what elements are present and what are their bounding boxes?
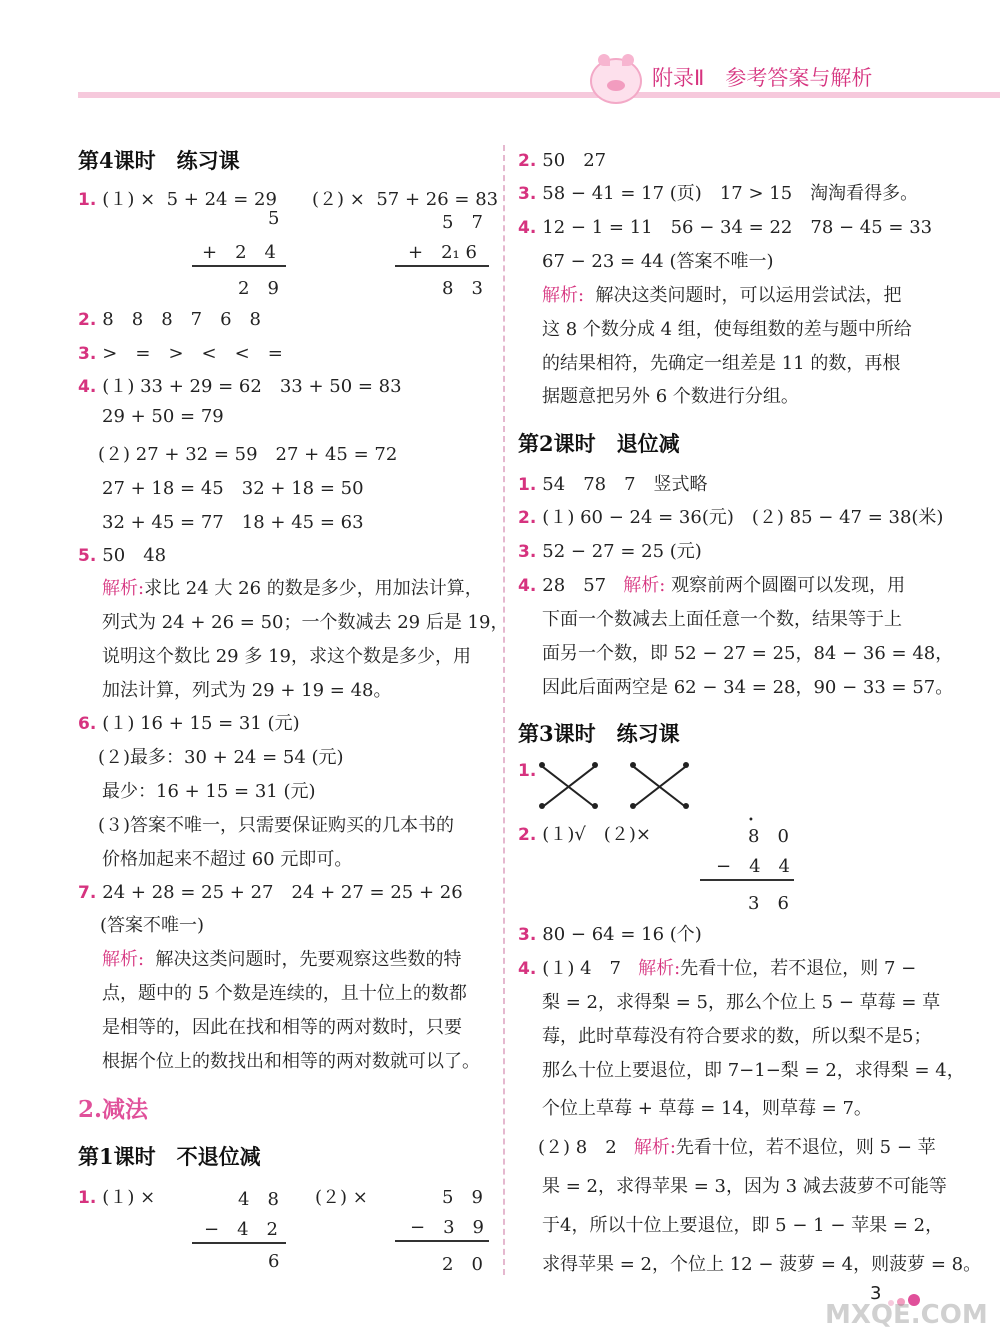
t4-part2-line4: 求得苹果 = 2，个位上 12 − 菠萝 = 4，则菠萝 = 8。 bbox=[542, 1254, 982, 1275]
lesson3-title: 第3课时 练习课 bbox=[518, 721, 680, 746]
q5-analysis2: 列式为 24 + 26 = 50；一个数减去 29 后是 19， bbox=[102, 612, 509, 633]
s4-line1: 4. 28 57 解析: 观察前两个圆圈可以发现，用 bbox=[518, 575, 906, 596]
vcalc5-row3: 3 6 bbox=[748, 893, 789, 914]
q4-line2: 29 + 50 = 79 bbox=[102, 406, 224, 427]
q5-analysis3: 说明这个数比 29 多 19，求这个数是多少，用 bbox=[102, 646, 471, 667]
vcalc2-row2: + 2₁ 6 bbox=[408, 242, 477, 263]
q1-part2: (２) × 57 + 26 = 83 bbox=[312, 189, 499, 210]
vcalc3-row1: 4 8 bbox=[238, 1189, 279, 1210]
q6-line2: (２)最多：30 + 24 = 54 (元) bbox=[98, 747, 344, 768]
t4-part2-line3: 于4，所以十位上要退位，即 5 − 1 − 苹果 = 2， bbox=[542, 1215, 944, 1236]
q6-line5: 价格加起来不超过 60 元即可。 bbox=[102, 849, 353, 870]
r4-analysis4: 据题意把另外 6 个数进行分组。 bbox=[542, 386, 799, 407]
pig-mascot-icon bbox=[590, 58, 642, 104]
vcalc2-rule bbox=[395, 265, 489, 267]
q3-line: 3. > = > < < = bbox=[78, 343, 283, 364]
s4-analysis2: 下面一个数减去上面任意一个数，结果等于上 bbox=[542, 609, 902, 630]
watermark: MXQE.COM bbox=[825, 1300, 988, 1330]
q2-line: 2. 8 8 8 7 6 8 bbox=[78, 309, 262, 330]
header-title: 附录Ⅱ 参考答案与解析 bbox=[652, 66, 873, 90]
s4-analysis4: 因此后面两空是 62 − 34 = 28，90 − 33 = 57。 bbox=[542, 677, 954, 698]
q4-line4: 27 + 18 = 45 32 + 18 = 50 bbox=[102, 478, 364, 499]
q6-line4: (３)答案不唯一，只需要保证购买的几本书的 bbox=[98, 815, 455, 836]
t1-line: 1. bbox=[518, 761, 537, 781]
q7-line2: (答案不唯一) bbox=[100, 915, 205, 936]
q8-line: 1. (１) × bbox=[78, 1187, 156, 1208]
q4-line5: 32 + 45 = 77 18 + 45 = 63 bbox=[102, 512, 364, 533]
r2-line: 2. 50 27 bbox=[518, 150, 607, 171]
t4-analysis3: 莓，此时草莓没有符合要求的数，所以梨不是5； bbox=[542, 1026, 932, 1047]
s3-line: 3. 52 − 27 = 25 (元) bbox=[518, 541, 702, 562]
r4-analysis2: 这 8 个数分成 4 组，使每组数的差与题中所给 bbox=[542, 319, 912, 340]
vcalc4-row2: − 3 9 bbox=[410, 1217, 484, 1238]
q1-line: 1. (１) × 5 + 24 = 29 bbox=[78, 189, 277, 210]
t4-analysis4: 那么十位上要退位，即 7−1−梨 = 2，求得梨 = 4， bbox=[542, 1060, 965, 1081]
t4-analysis2: 梨 = 2，求得梨 = 5，那么个位上 5 − 草莓 = 草 bbox=[542, 992, 941, 1013]
t4-part2-line1: (２) 8 2 解析:先看十位，若不退位，则 5 − 苹 bbox=[538, 1137, 936, 1158]
q7-analysis4: 根据个位上的数找出和相等的两对数就可以了。 bbox=[102, 1051, 480, 1072]
section2-title: 2.减法 bbox=[78, 1096, 149, 1123]
q7-analysis2: 点，题中的 5 个数是连续的，且十位上的数都 bbox=[102, 983, 467, 1004]
r4-analysis3: 的结果相符，先确定一组差是 11 的数，再根 bbox=[542, 353, 901, 374]
vcalc1-row1: 5 bbox=[268, 208, 280, 229]
lesson2-title: 第2课时 退位减 bbox=[518, 431, 680, 456]
vcalc4-rule bbox=[395, 1240, 489, 1242]
t4-analysis5: 个位上草莓 + 草莓 = 14，则草莓 = 7。 bbox=[542, 1098, 872, 1119]
q8-part2: (２) × bbox=[315, 1187, 368, 1208]
page-number: 3 bbox=[870, 1283, 882, 1304]
s2-line: 2. (１) 60 − 24 = 36(元) (２) 85 − 47 = 38(米) bbox=[518, 507, 944, 528]
q5-analysis1: 解析:求比 24 大 26 的数是多少，用加法计算， bbox=[102, 578, 483, 599]
vcalc1-row3: 2 9 bbox=[238, 278, 279, 299]
q6-line1: 6. (１) 16 + 15 = 31 (元) bbox=[78, 713, 300, 734]
vcalc3-row2: − 4 2 bbox=[204, 1219, 278, 1240]
vcalc4-row1: 5 9 bbox=[442, 1187, 483, 1208]
q5-line: 5. 50 48 bbox=[78, 545, 167, 566]
q4-line1: 4. (１) 33 + 29 = 62 33 + 50 = 83 bbox=[78, 376, 402, 397]
r4-line1: 4. 12 − 1 = 11 56 − 34 = 22 78 − 45 = 33 bbox=[518, 217, 933, 238]
s4-analysis3: 面另一个数，即 52 − 27 = 25，84 − 36 = 48， bbox=[542, 643, 954, 664]
t2-line: 2. (１)√ (２)× bbox=[518, 824, 651, 845]
vcalc4-row3: 2 0 bbox=[442, 1254, 483, 1275]
borrow-dot-icon: • bbox=[748, 815, 754, 826]
t4-line1: 4. (１) 4 7 解析:先看十位，若不退位，则 7 − bbox=[518, 958, 917, 979]
vcalc5-row1: 8 0 bbox=[748, 826, 789, 847]
lesson4-title: 第4课时 练习课 bbox=[78, 148, 240, 173]
vcalc3-rule bbox=[192, 1242, 286, 1244]
q6-line3: 最少：16 + 15 = 31 (元) bbox=[102, 781, 316, 802]
vcalc1-rule bbox=[192, 265, 286, 267]
q4-line3: (２) 27 + 32 = 59 27 + 45 = 72 bbox=[98, 444, 398, 465]
r4-analysis1: 解析: 解决这类问题时，可以运用尝试法，把 bbox=[542, 285, 902, 306]
vcalc1-row2: + 2 4 bbox=[202, 242, 276, 263]
vcalc2-row3: 8 3 bbox=[442, 278, 483, 299]
s1-line: 1. 54 78 7 竖式略 bbox=[518, 474, 708, 495]
t3-line: 3. 80 − 64 = 16 (个) bbox=[518, 924, 702, 945]
r4-line2: 67 − 23 = 44 (答案不唯一) bbox=[542, 251, 774, 272]
q5-analysis4: 加法计算，列式为 29 + 19 = 48。 bbox=[102, 680, 392, 701]
q7-analysis3: 是相等的，因此在找和相等的两对数时，只要 bbox=[102, 1017, 462, 1038]
t4-part2-line2: 果 = 2，求得苹果 = 3，因为 3 减去菠萝不可能等 bbox=[542, 1176, 947, 1197]
q7-analysis1: 解析: 解决这类问题时，先要观察这些数的特 bbox=[102, 949, 462, 970]
r3-line: 3. 58 − 41 = 17 (页) 17 > 15 淘淘看得多。 bbox=[518, 183, 919, 204]
vcalc3-row3: 6 bbox=[268, 1251, 280, 1272]
lesson1-title: 第1课时 不退位减 bbox=[78, 1144, 261, 1169]
column-divider bbox=[503, 145, 505, 1275]
vcalc5-rule bbox=[700, 879, 794, 881]
header-band bbox=[78, 92, 1000, 98]
q7-line1: 7. 24 + 28 = 25 + 27 24 + 27 = 25 + 26 bbox=[78, 882, 463, 903]
vcalc2-row1: 5 7 bbox=[442, 212, 483, 233]
vcalc5-row2: − 4 4 bbox=[716, 856, 790, 877]
